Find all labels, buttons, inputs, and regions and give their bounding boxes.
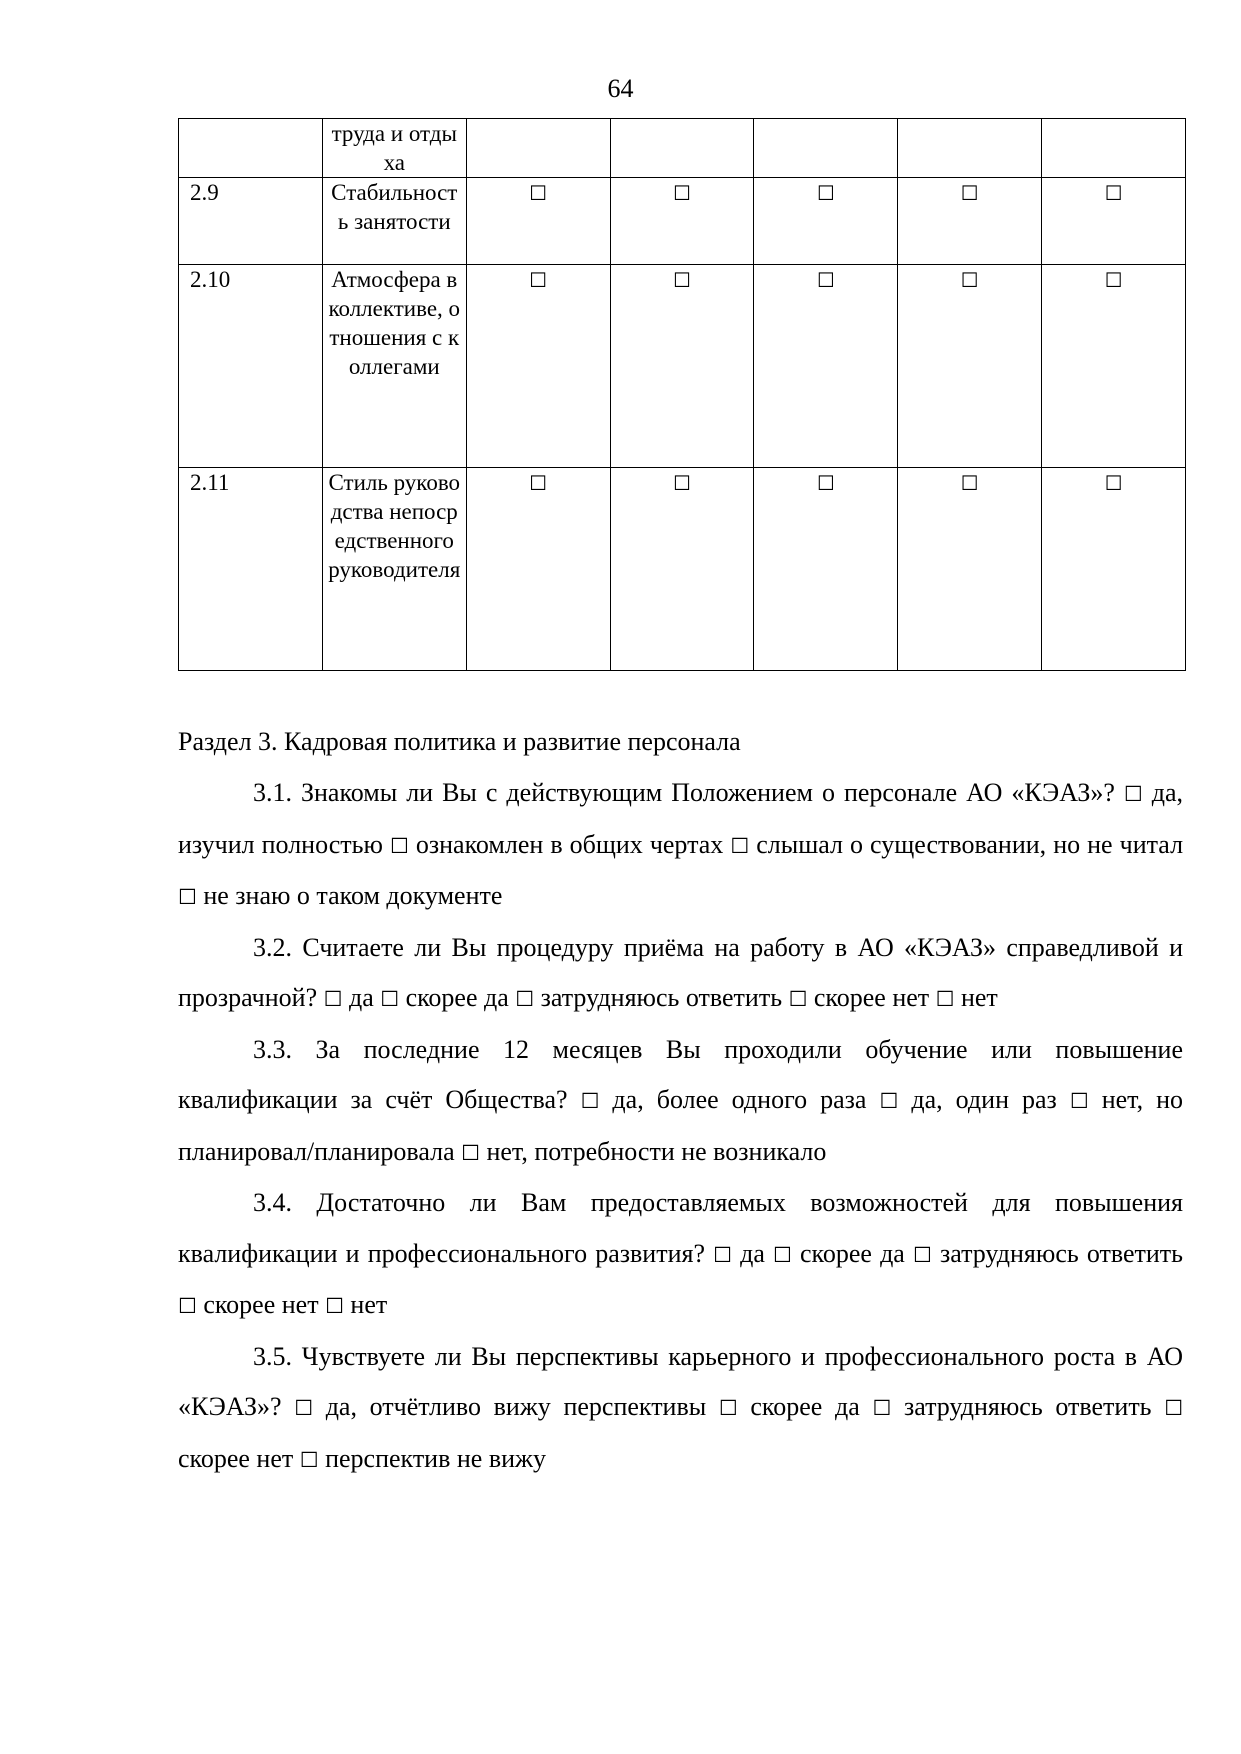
checkbox-icon[interactable]: ☐: [1104, 471, 1123, 495]
row-number: [179, 119, 323, 178]
question-text: 3.4. Достаточно ли Вам предоставляемых возможностей для повышения квалификации и профессионального развития?: [178, 1188, 1183, 1268]
checkbox-icon[interactable]: ☐: [672, 181, 691, 205]
checkbox-icon[interactable]: ☐: [1069, 1089, 1089, 1113]
page-number: 64: [607, 74, 634, 103]
checkbox-icon[interactable]: ☐: [816, 471, 835, 495]
option-cell: [466, 468, 610, 671]
row-number: 2.10: [179, 265, 323, 468]
option-label: нет: [960, 983, 998, 1012]
option-cell: [754, 265, 898, 468]
checkbox-icon[interactable]: ☐: [816, 181, 835, 205]
question-item: [178, 1178, 1183, 1332]
checkbox-icon[interactable]: ☐: [788, 987, 808, 1011]
row-label: Стиль руководства непосредственного руководителя: [322, 468, 466, 671]
option-cell: [898, 265, 1042, 468]
option-cell: [1042, 468, 1186, 671]
checkbox-icon[interactable]: ☐: [730, 833, 750, 858]
option-cell: [898, 119, 1042, 178]
question-text: 3.2. Считаете ли Вы процедуру приёма на работу в АО «КЭАЗ» справедливой и прозрачной?: [178, 932, 1183, 1012]
checkbox-icon[interactable]: ☐: [1104, 268, 1123, 292]
option-cell: [466, 265, 610, 468]
option-cell: [466, 178, 610, 265]
questions-block: [178, 768, 1183, 1485]
checkbox-icon[interactable]: ☐: [960, 268, 979, 292]
option-cell: [1042, 265, 1186, 468]
section-heading: Раздел 3. Кадровая политика и развитие персонала: [178, 727, 741, 756]
option-cell: [898, 468, 1042, 671]
option-label: скорее да: [750, 1392, 860, 1421]
table-row: [179, 119, 1186, 178]
checkbox-icon[interactable]: ☐: [178, 1294, 197, 1318]
option-cell: [754, 178, 898, 265]
checkbox-icon[interactable]: ☐: [323, 987, 343, 1011]
question-item: [178, 923, 1183, 1025]
option-label: перспектив не вижу: [325, 1443, 546, 1473]
option-cell: [610, 178, 754, 265]
row-number: 2.9: [179, 178, 323, 265]
option-label: нет: [350, 1290, 388, 1319]
option-label: да: [740, 1238, 765, 1268]
survey-table: [178, 118, 1186, 671]
row-label: труда и отдыха: [322, 119, 466, 178]
checkbox-icon[interactable]: ☐: [773, 1242, 792, 1267]
option-label: затрудняюсь ответить: [540, 983, 783, 1012]
option-label: да, изучил полностью: [178, 778, 1184, 859]
checkbox-icon[interactable]: ☐: [529, 181, 548, 205]
table-row: [179, 265, 1186, 468]
option-label: затрудняюсь ответить: [903, 1392, 1152, 1421]
checkbox-icon[interactable]: ☐: [672, 471, 691, 495]
checkbox-icon[interactable]: ☐: [960, 471, 979, 495]
checkbox-icon[interactable]: ☐: [178, 885, 197, 909]
option-label: ознакомлен в общих чертах: [415, 829, 724, 859]
checkbox-icon[interactable]: ☐: [718, 1396, 738, 1420]
checkbox-icon[interactable]: ☐: [380, 987, 400, 1011]
checkbox-icon[interactable]: ☐: [912, 1242, 932, 1267]
option-cell: [1042, 178, 1186, 265]
option-label: не знаю о таком документе: [203, 881, 503, 910]
option-cell: [610, 119, 754, 178]
checkbox-icon[interactable]: ☐: [389, 833, 409, 858]
checkbox-icon[interactable]: ☐: [294, 1396, 314, 1420]
option-label: да, один раз: [911, 1085, 1057, 1114]
checkbox-icon[interactable]: ☐: [515, 987, 535, 1011]
checkbox-icon[interactable]: ☐: [816, 268, 835, 292]
option-label: затрудняюсь ответить: [939, 1238, 1184, 1268]
option-label: слышал о существовании, но не читал: [756, 829, 1184, 859]
option-cell: [754, 119, 898, 178]
checkbox-icon[interactable]: ☐: [529, 268, 548, 292]
checkbox-icon[interactable]: ☐: [879, 1089, 899, 1113]
question-item: [178, 1332, 1183, 1486]
option-label: нет, но планировал/планировала: [178, 1085, 1184, 1166]
checkbox-icon[interactable]: ☐: [299, 1447, 319, 1472]
option-label: скорее нет: [203, 1290, 319, 1319]
option-label: скорее да: [405, 983, 509, 1012]
question-item: [178, 768, 1183, 923]
option-cell: [1042, 119, 1186, 178]
row-number: 2.11: [179, 468, 323, 671]
checkbox-icon[interactable]: ☐: [672, 268, 691, 292]
option-cell: [610, 468, 754, 671]
checkbox-icon[interactable]: ☐: [935, 987, 955, 1011]
option-label: да: [348, 983, 374, 1012]
option-label: да, отчётливо вижу перспективы: [325, 1392, 707, 1421]
option-label: скорее нет: [178, 1443, 294, 1473]
checkbox-icon[interactable]: ☐: [1104, 181, 1123, 205]
option-cell: [610, 265, 754, 468]
option-cell: [466, 119, 610, 178]
checkbox-icon[interactable]: ☐: [325, 1294, 344, 1318]
row-label: Атмосфера в коллективе, отношения с коллегами: [322, 265, 466, 468]
checkbox-icon[interactable]: ☐: [529, 471, 548, 495]
question-item: [178, 1025, 1183, 1179]
option-cell: [898, 178, 1042, 265]
checkbox-icon[interactable]: ☐: [580, 1089, 600, 1113]
question-text: 3.1. Знакомы ли Вы с действующим Положением о персонале АО «КЭАЗ»?: [253, 778, 1115, 807]
checkbox-icon[interactable]: ☐: [713, 1242, 732, 1267]
checkbox-icon[interactable]: ☐: [1164, 1396, 1184, 1420]
row-label: Стабильность занятости: [322, 178, 466, 265]
option-cell: [754, 468, 898, 671]
question-text: 3.3. За последние 12 месяцев Вы проходили обучение или повышение квалификации за счёт Общества?: [178, 1034, 1183, 1114]
checkbox-icon[interactable]: ☐: [960, 181, 979, 205]
option-label: нет, потребности не возникало: [486, 1136, 827, 1166]
checkbox-icon[interactable]: ☐: [461, 1140, 480, 1165]
option-label: скорее нет: [813, 983, 930, 1012]
table-row: [179, 468, 1186, 671]
table-row: [179, 178, 1186, 265]
checkbox-icon[interactable]: ☐: [1123, 782, 1143, 806]
option-label: да, более одного раза: [612, 1085, 867, 1114]
checkbox-icon[interactable]: ☐: [872, 1396, 892, 1420]
option-label: скорее да: [800, 1238, 905, 1268]
question-text: 3.5. Чувствуете ли Вы перспективы карьерного и профессионального роста в АО «КЭАЗ»?: [178, 1341, 1183, 1421]
